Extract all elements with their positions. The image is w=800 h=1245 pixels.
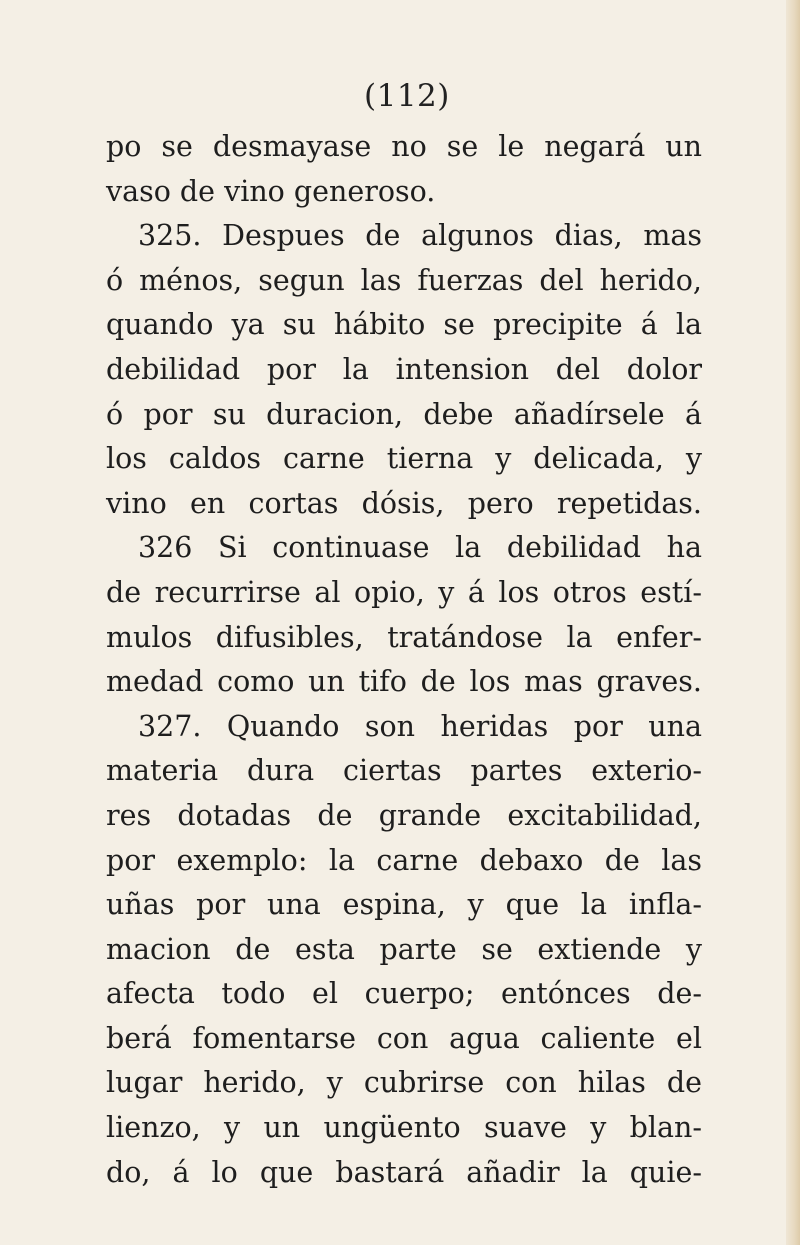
text-line: 327. Quando son heridas por una (138, 709, 702, 743)
text-line: quando ya su hábito se precipite á la (106, 308, 702, 342)
text-line: macion de esta parte se extiende y (106, 932, 702, 966)
page-edge-shadow (786, 0, 800, 1245)
text-line: mulos difusibles, tratándose la enfer- (106, 620, 702, 654)
text-line: lienzo, y un ungüento suave y blan- (106, 1111, 702, 1145)
text-line: 325. Despues de algunos dias, mas (138, 219, 702, 253)
text-line: po se desmayase no se le negará un (106, 130, 702, 163)
text-line: lugar herido, y cubrirse con hilas de (106, 1066, 702, 1100)
text-line: res dotadas de grande excitabilidad, (106, 798, 702, 832)
text-line: vino en cortas dósis, pero repetidas. (106, 486, 702, 520)
text-line: berá fomentarse con agua caliente el (106, 1021, 702, 1055)
text-line: uñas por una espina, y que la infla- (106, 888, 702, 922)
text-line: los caldos carne tierna y delicada, y (106, 442, 702, 476)
text-line: ó por su duracion, debe añadírsele á (106, 397, 702, 431)
text-line: por exemplo: la carne debaxo de las (106, 843, 702, 877)
text-line: vaso de vino generoso. (106, 174, 436, 208)
text-line: afecta todo el cuerpo; entónces de- (106, 977, 702, 1011)
text-line: de recurrirse al opio, y á los otros estí- (106, 575, 702, 609)
text-line: debilidad por la intension del dolor (106, 352, 702, 386)
text-line: materia dura ciertas partes exterio- (106, 754, 702, 788)
text-line: do, á lo que bastará añadir la quie- (106, 1155, 702, 1189)
text-line: medad como un tifo de los mas graves. (106, 665, 702, 699)
text-line: 326 Si continuase la debilidad ha (138, 531, 702, 565)
body-text (106, 125, 702, 1195)
text-line: ó ménos, segun las fuerzas del herido, (106, 263, 702, 297)
page-number: (112) (364, 78, 450, 114)
